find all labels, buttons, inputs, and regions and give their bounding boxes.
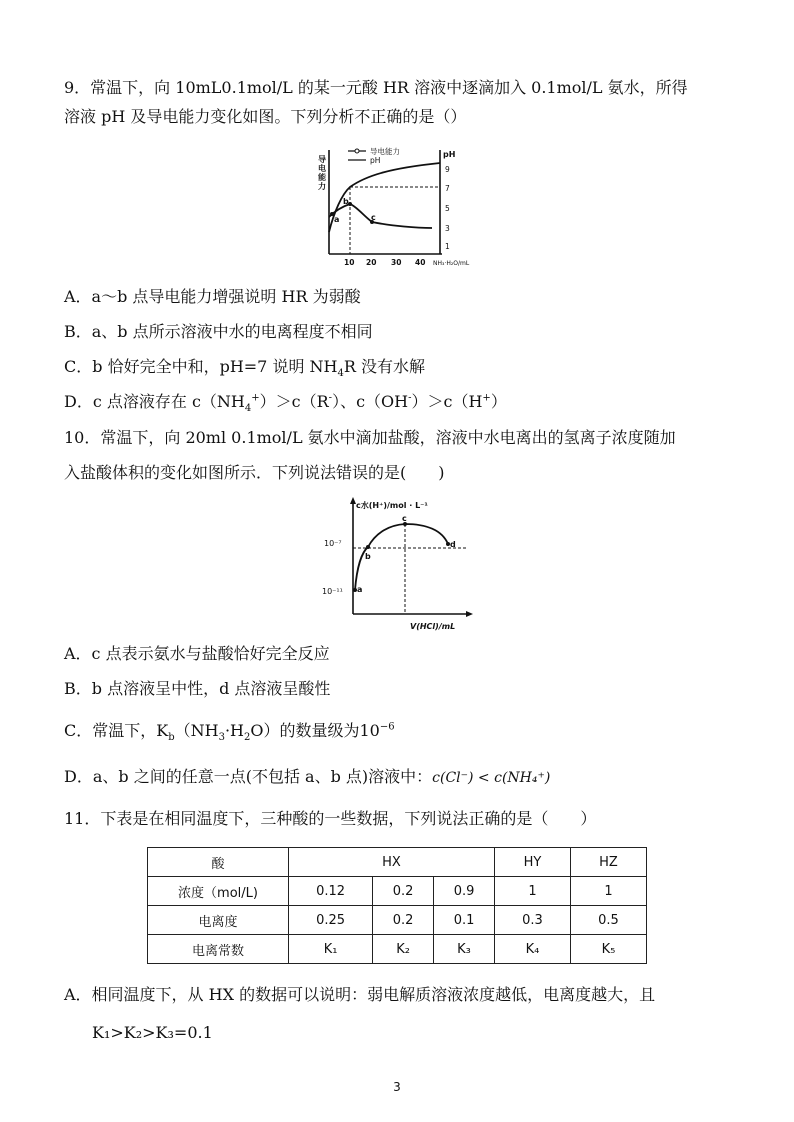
table-cell: 1 [571, 877, 647, 906]
q9-option-a: A．a～b 点导电能力增强说明 HR 为弱酸 [64, 287, 361, 306]
q9-fig-yleft-2: 电 [318, 164, 326, 173]
table-cell: 0.12 [289, 877, 373, 906]
q10-point-b-marker [366, 545, 370, 549]
q10-option-b: B．b 点溶液呈中性，d 点溶液呈酸性 [64, 679, 331, 698]
q9-fig-yleft-4: 力 [318, 182, 326, 191]
table-cell: 0.2 [373, 906, 434, 935]
table-row [148, 906, 647, 935]
q9-ph-tick-7: 7 [445, 184, 450, 193]
table-cell: 电离度 [148, 906, 289, 935]
q10-opt-d-formula: c(Cl⁻) < c(NH₄⁺) [432, 770, 551, 786]
q9-opt-d-u2: - [328, 392, 333, 404]
q9-ph-tick-3: 3 [445, 224, 450, 233]
q9-x-tick-30: 30 [391, 258, 402, 267]
table-cell: 电离常数 [148, 935, 289, 964]
q9-ph-tick-9: 9 [445, 165, 450, 174]
q9-point-b-label: b [343, 197, 349, 206]
q9-option-b: B．a、b 点所示溶液中水的电离程度不相同 [64, 322, 373, 341]
table-header-hy: HY [495, 848, 571, 877]
table-cell: 1 [495, 877, 571, 906]
table-cell: 0.1 [434, 906, 495, 935]
q9-fig-yleft-3: 能 [318, 173, 326, 182]
q9-opt-d-p1: D．c 点溶液存在 c（NH [64, 392, 245, 411]
q10-stem-line1: 10．常温下，向 20ml 0.1mol/L 氨水中滴加盐酸，溶液中水电离出的氢离子浓度随加 [64, 428, 676, 447]
q10-point-a-label: a [357, 585, 363, 594]
q10-opt-c-s3: 2 [244, 732, 251, 744]
table-header-hz: HZ [571, 848, 647, 877]
q9-fig-yright-label: pH [443, 150, 456, 159]
q10-opt-c-p3: ·H [224, 721, 244, 740]
q9-legend-marker [355, 149, 359, 153]
q10-point-b-label: b [365, 552, 371, 561]
q9-opt-d-s1: 4 [244, 403, 252, 415]
table-cell: 0.5 [571, 906, 647, 935]
q9-x-label: NH₃·H₂O/mL [433, 260, 470, 267]
q9-opt-d-u1: + [251, 392, 260, 404]
q11-option-a-line2: K₁>K₂>K₃=0.1 [92, 1023, 213, 1042]
q9-opt-d-p4: ）＞c（H [411, 392, 483, 411]
q9-figure [312, 142, 482, 272]
q9-opt-c-part2: R 没有水解 [343, 357, 425, 376]
q9-opt-d-u4: + [482, 392, 491, 404]
q9-opt-d-p5: ） [490, 392, 507, 411]
q10-y-tick-1e11: 10⁻¹¹ [322, 587, 343, 596]
q9-opt-d-p2: ）＞c（R [259, 392, 329, 411]
table-cell: K₃ [434, 935, 495, 964]
q10-x-axis-arrow [466, 611, 473, 617]
q10-opt-c-s2: 3 [218, 732, 225, 744]
q9-opt-d-u3: - [408, 392, 412, 404]
q10-opt-c-p2: （NH [174, 721, 219, 740]
q10-figure [318, 494, 478, 634]
q9-stem-line1: 9．常温下，向 10mL0.1mol/L 的某一元酸 HR 溶液中逐滴加入 0.1mol/L 氨水，所得 [64, 78, 688, 97]
q11-option-a-line1: A．相同温度下，从 HX 的数据可以说明：弱电解质溶液浓度越低，电离度越大，且 [64, 985, 656, 1004]
q10-y-tick-1e7: 10⁻⁷ [324, 539, 342, 548]
table-cell: K₁ [289, 935, 373, 964]
q10-stem-line2: 入盐酸体积的变化如图所示．下列说法错误的是( ) [64, 463, 445, 482]
q10-opt-c-u4: −6 [379, 721, 395, 733]
table-row [148, 935, 647, 964]
table-header-acid: 酸 [148, 848, 289, 877]
q9-x-tick-20: 20 [366, 258, 377, 267]
table-cell: K₅ [571, 935, 647, 964]
q9-point-a-label: a [334, 215, 340, 224]
page-number: 3 [393, 1080, 401, 1094]
q9-legend-label-2: pH [370, 156, 381, 165]
table-row [148, 877, 647, 906]
q9-opt-c-sub: 4 [337, 368, 344, 380]
table-cell: 0.25 [289, 906, 373, 935]
table-cell: 0.2 [373, 877, 434, 906]
table-cell: 0.3 [495, 906, 571, 935]
q10-x-label: V(HCl)/mL [410, 622, 456, 631]
q10-opt-c-s1: b [168, 732, 175, 744]
q9-x-tick-40: 40 [415, 258, 426, 267]
q10-opt-d-text: D．a、b 之间的任意一点(不包括 a、b 点)溶液中： [64, 767, 433, 786]
q10-option-d [64, 766, 550, 789]
table-cell: 浓度（mol/L) [148, 877, 289, 906]
q9-conductivity-curve [329, 204, 432, 228]
q9-opt-c-part1: C．b 恰好完全中和，pH=7 说明 NH [64, 357, 338, 376]
q10-y-label: c水(H⁺)/mol · L⁻¹ [356, 501, 428, 510]
q10-opt-c-p4: O）的数量级为10 [250, 721, 380, 740]
q9-stem-line2: 溶液 pH 及导电能力变化如图。下列分析不正确的是（） [64, 107, 467, 126]
q9-x-tick-10: 10 [344, 258, 355, 267]
q10-option-a: A．c 点表示氨水与盐酸恰好完全反应 [64, 644, 330, 663]
table-row [148, 848, 647, 877]
q10-option-c [64, 720, 395, 742]
q9-ph-tick-5: 5 [445, 204, 450, 213]
q10-point-c-label: c [402, 514, 407, 523]
q9-point-c-label: c [371, 213, 376, 222]
table-cell: 0.9 [434, 877, 495, 906]
q9-opt-d-p3: ）、c（OH [332, 392, 409, 411]
q9-fig-yleft-1: 导 [318, 155, 326, 164]
q9-legend-label-1: 导电能力 [370, 147, 400, 156]
table-header-hx: HX [289, 848, 495, 877]
q9-option-c [64, 356, 425, 378]
q11-acid-table [147, 847, 647, 964]
q9-option-d [64, 391, 507, 413]
q9-ph-tick-1: 1 [445, 242, 450, 251]
q11-stem: 11．下表是在相同温度下，三种酸的一些数据，下列说法正确的是（ ） [64, 809, 597, 828]
table-cell: K₂ [373, 935, 434, 964]
q10-point-d-label: d [450, 540, 456, 549]
q10-opt-c-p1: C．常温下，K [64, 721, 169, 740]
table-cell: K₄ [495, 935, 571, 964]
